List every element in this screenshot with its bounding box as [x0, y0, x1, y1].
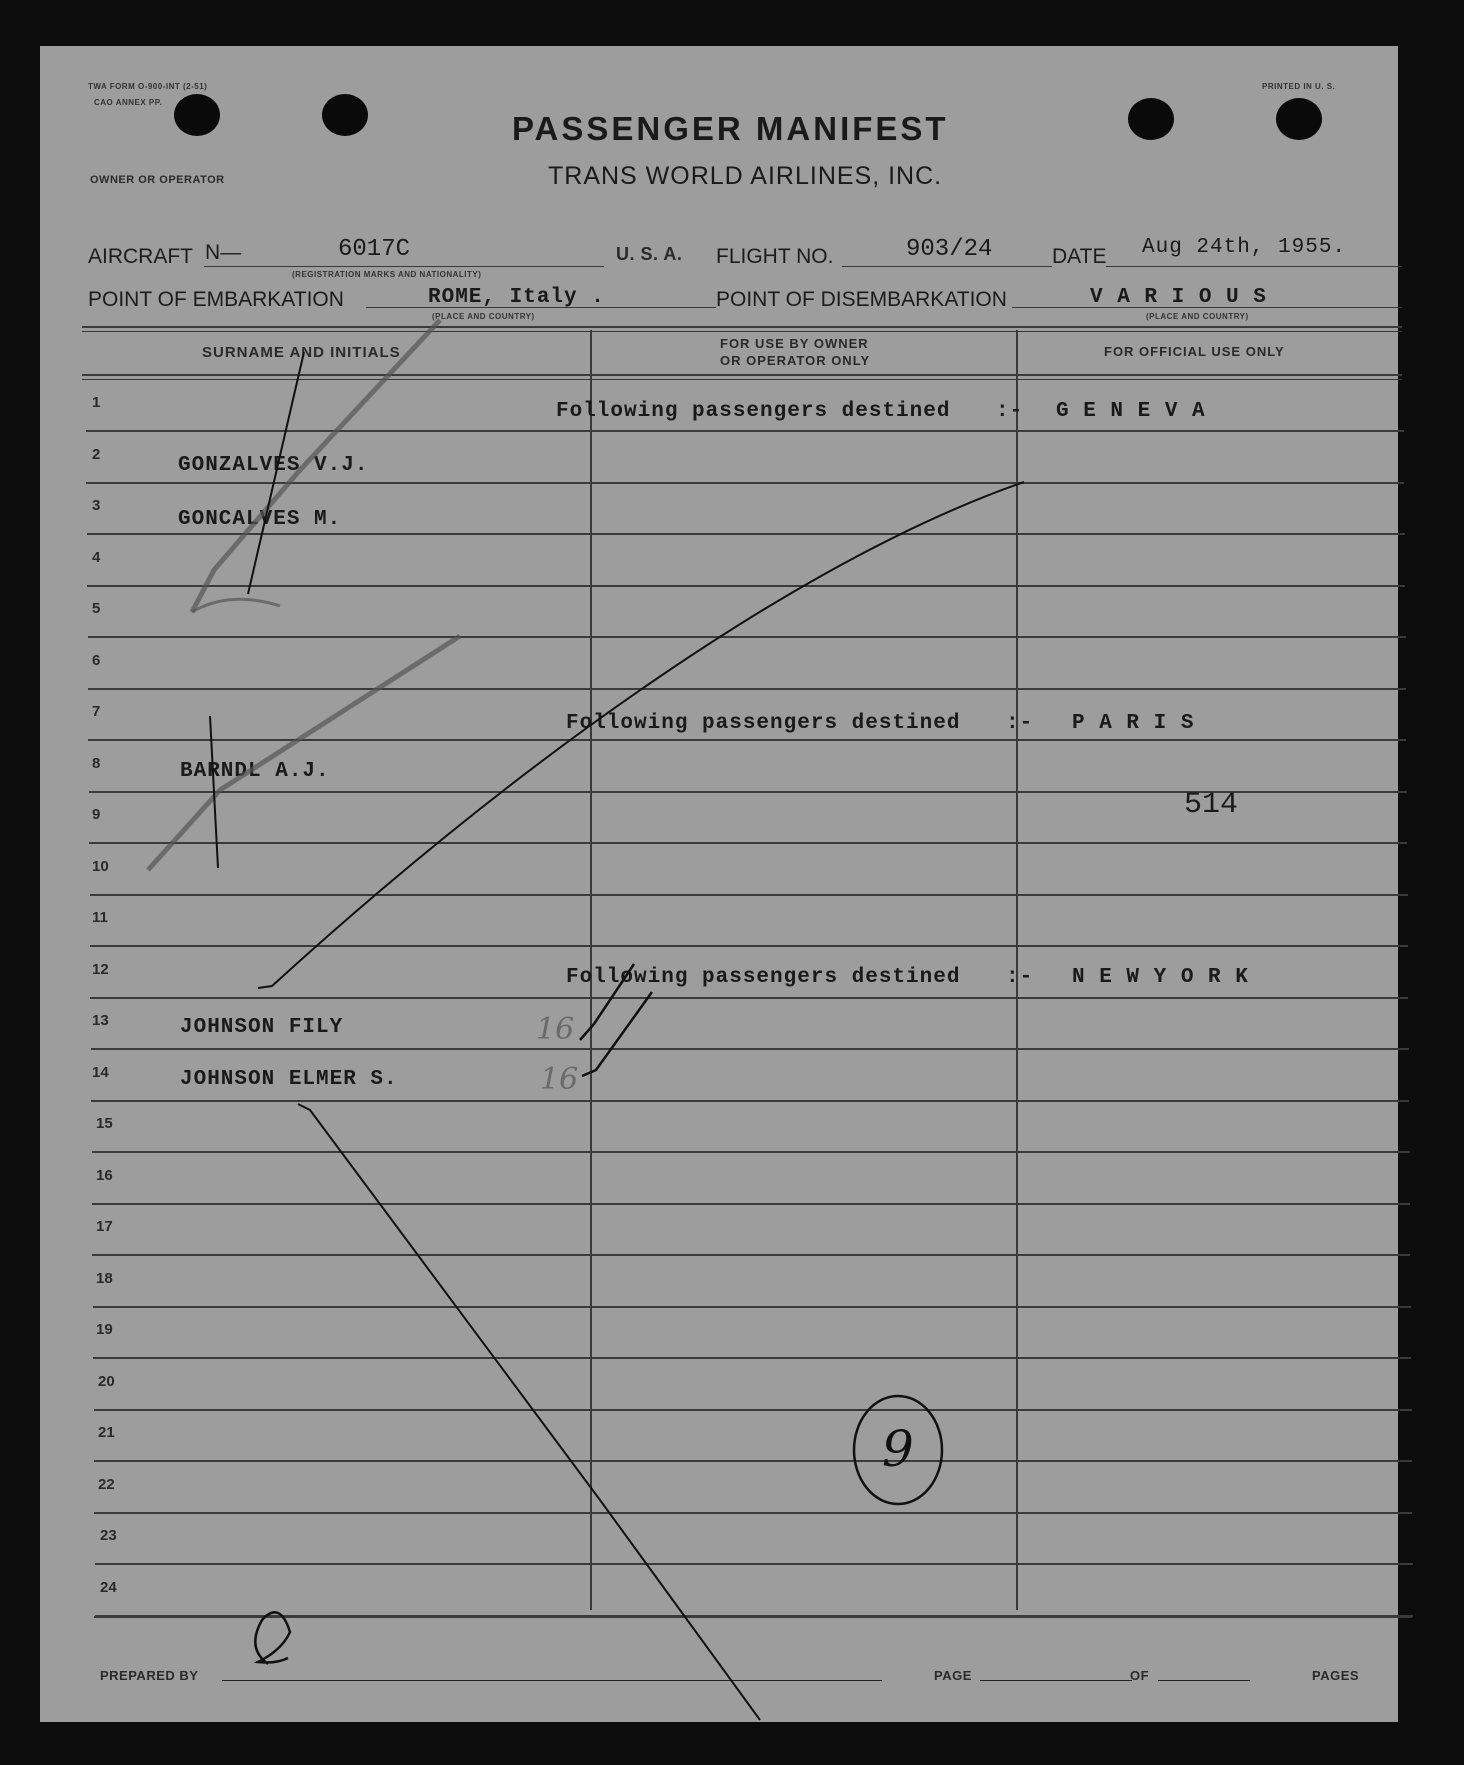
pencil-tick-number: 16 [540, 1062, 579, 1097]
passenger-name: BARNDL A.J. [180, 760, 330, 783]
circled-number: 9 [882, 1420, 914, 1478]
pen-circle-mark [854, 1396, 942, 1504]
row-number: 22 [98, 1476, 115, 1493]
destination-line-geneva: Following passengers destined [556, 400, 951, 423]
destination-new-york: N E W Y O R K [1072, 966, 1249, 989]
row-number: 4 [92, 549, 101, 566]
signature-initials [255, 1612, 290, 1664]
destination-geneva: G E N E V A [1056, 400, 1206, 423]
pen-diagonal-line [298, 1104, 760, 1720]
row-number: 9 [92, 806, 101, 823]
form-number: TWA FORM O-900-INT (2-51) [88, 82, 208, 91]
row-number: 21 [98, 1424, 115, 1441]
disembarkation-label: POINT OF DISEMBARKATION [716, 288, 1007, 311]
row-number: 15 [96, 1115, 113, 1132]
prepared-by-label: PREPARED BY [100, 1668, 199, 1683]
cao-annex: CAO ANNEX PP. [94, 98, 163, 107]
row-number: 23 [100, 1527, 117, 1544]
page-label: PAGE [934, 1668, 972, 1683]
aircraft-value: 6017C [338, 236, 411, 263]
registration-note: (REGISTRATION MARKS AND NATIONALITY) [292, 270, 482, 279]
disembarkation-value: V A R I O U S [1090, 286, 1267, 309]
printed-in: PRINTED IN U. S. [1262, 82, 1336, 91]
pen-check-mark [582, 992, 652, 1076]
row-number: 16 [96, 1167, 113, 1184]
disembark-note: (PLACE AND COUNTRY) [1146, 312, 1249, 321]
row-number: 17 [96, 1218, 113, 1235]
official-number: 514 [1184, 788, 1239, 822]
col-header-owner-2: OR OPERATOR ONLY [720, 353, 871, 368]
row-number: 10 [92, 858, 109, 875]
date-label: DATE [1052, 245, 1107, 268]
destination-line-new-york: Following passengers destined [566, 966, 961, 989]
usa-label: U. S. A. [616, 244, 683, 264]
airline-name: TRANS WORLD AIRLINES, INC. [548, 162, 943, 190]
aircraft-label: AIRCRAFT [88, 245, 193, 268]
row-number: 19 [96, 1321, 113, 1338]
pencil-strike-mark [148, 636, 460, 870]
row-number: 11 [92, 909, 108, 926]
row-number: 3 [92, 497, 101, 514]
embark-note: (PLACE AND COUNTRY) [432, 312, 535, 321]
pen-diagonal-line [258, 482, 1024, 988]
of-label: OF [1130, 1668, 1150, 1683]
row-number: 18 [96, 1270, 113, 1287]
row-number: 6 [92, 652, 101, 669]
row-number: 14 [92, 1064, 109, 1081]
row-number: 7 [92, 703, 101, 720]
owner-operator-label: OWNER OR OPERATOR [90, 174, 225, 186]
row-number: 2 [92, 446, 101, 463]
passenger-name: JOHNSON FILY [180, 1016, 344, 1039]
row-number: 1 [92, 394, 101, 411]
destination-paris: P A R I S [1072, 712, 1195, 735]
row-number: 5 [92, 600, 101, 617]
destination-separator: :- [1006, 966, 1034, 989]
page-title: PASSENGER MANIFEST [512, 110, 949, 147]
row-number: 12 [92, 961, 109, 978]
row-number: 13 [92, 1012, 109, 1029]
row-number: 8 [92, 755, 101, 772]
embarkation-label: POINT OF EMBARKATION [88, 288, 344, 311]
passenger-name: JOHNSON ELMER S. [180, 1068, 398, 1091]
passenger-name: GONCALVES M. [178, 508, 342, 531]
col-header-surname: SURNAME AND INITIALS [202, 344, 401, 361]
embarkation-value: ROME, Italy . [428, 286, 605, 309]
row-number: 24 [100, 1579, 117, 1596]
destination-separator: :- [1006, 712, 1034, 735]
pencil-hook-mark [192, 599, 280, 612]
col-header-official: FOR OFFICIAL USE ONLY [1104, 344, 1285, 359]
flight-value: 903/24 [906, 236, 993, 263]
destination-separator: :- [996, 400, 1024, 423]
pencil-strike-mark [192, 320, 440, 612]
destination-line-paris: Following passengers destined [566, 712, 961, 735]
pages-label: PAGES [1312, 1668, 1360, 1683]
aircraft-prefix: N— [205, 241, 242, 264]
flight-label: FLIGHT NO. [716, 245, 834, 268]
col-header-owner-1: FOR USE BY OWNER [720, 336, 869, 351]
passenger-name: GONZALVES V.J. [178, 454, 369, 477]
date-value: Aug 24th, 1955. [1142, 236, 1347, 259]
row-number: 20 [98, 1373, 115, 1390]
pencil-tick-number: 16 [536, 1012, 575, 1047]
